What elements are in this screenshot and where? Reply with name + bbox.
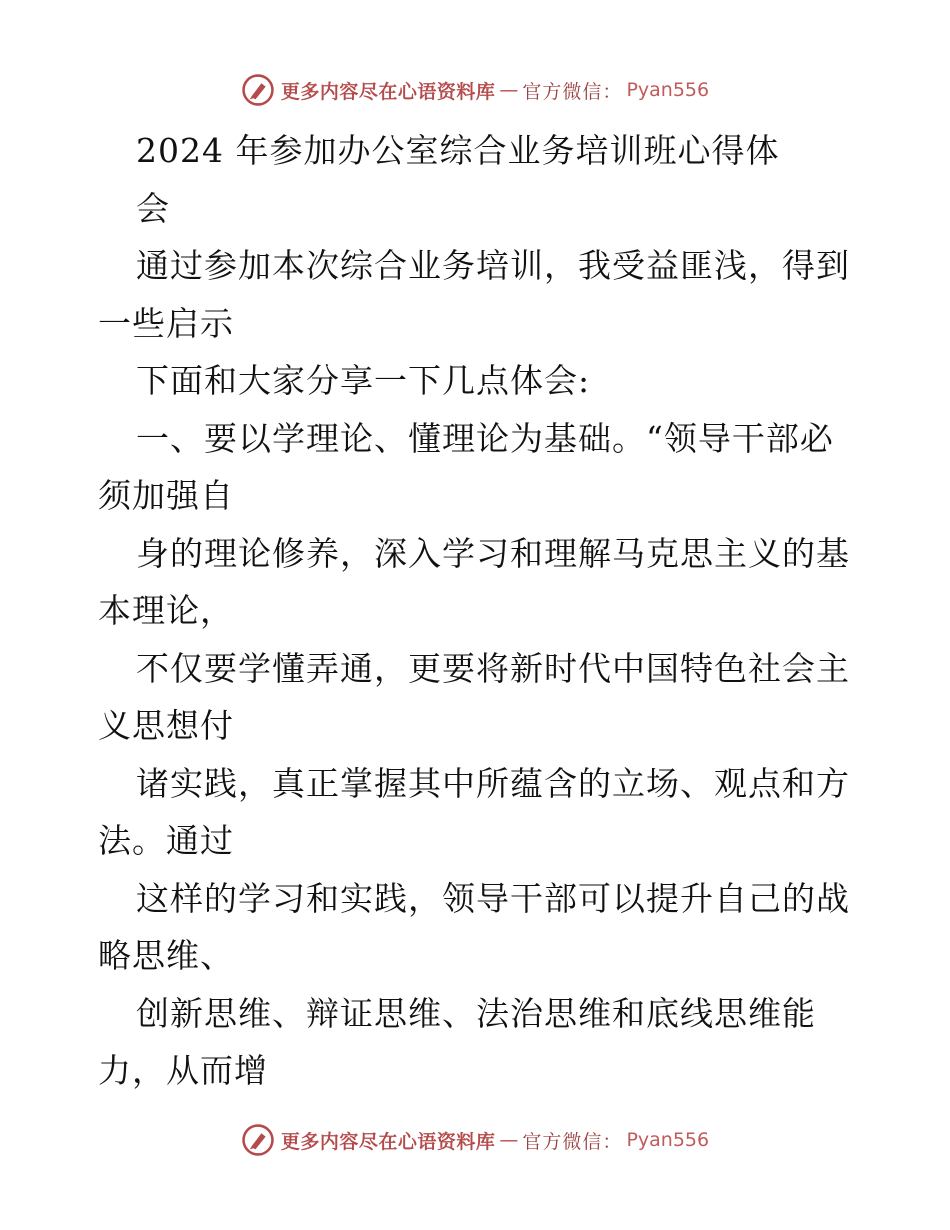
text-line: 诸实践，真正掌握其中所蕴含的立场、观点和方 — [136, 763, 850, 803]
text-line: 身的理论修养，深入学习和理解马克思主义的基 — [136, 533, 850, 573]
watermark-dash: — — [499, 1129, 519, 1151]
watermark-label: 官方微信： — [522, 80, 623, 103]
watermark-dash: — — [499, 79, 519, 101]
text-line: 下面和大家分享一下几点体会: — [136, 361, 591, 400]
watermark-label: 官方微信： — [522, 1130, 623, 1153]
watermark-wechat-id: Pyan556 — [626, 79, 710, 101]
text-line: 不仅要学懂弄通，更要将新时代中国特色社会主 — [136, 648, 850, 688]
text-line: 法。通过 — [98, 821, 234, 860]
document-title-line-1: 2024 年参加办公室综合业务培训班心得体 — [136, 131, 780, 170]
watermark-wechat-id: Pyan556 — [626, 1129, 710, 1151]
watermark-main-text: 更多内容尽在心语资料库 — [280, 80, 496, 103]
watermark-main-text: 更多内容尽在心语资料库 — [280, 1130, 496, 1153]
text-line: 略思维、 — [98, 936, 234, 975]
text-line: 通过参加本次综合业务培训，我受益匪浅，得到 — [136, 246, 850, 285]
document-body — [98, 122, 898, 1100]
pen-nib-circle-icon — [241, 1123, 275, 1157]
text-line: 一、要以学理论、懂理论为基础。“领导干部必 — [136, 418, 834, 458]
text-line: 这样的学习和实践，领导干部可以提升自己的战 — [136, 878, 850, 918]
text-line: 须加强自 — [98, 476, 234, 515]
text-line: 一些启示 — [98, 303, 234, 343]
watermark-banner-bottom — [0, 1120, 950, 1160]
document-title-line-2: 会 — [136, 188, 170, 228]
watermark-banner-top — [0, 70, 950, 110]
text-line: 义思想付 — [98, 706, 234, 745]
text-line: 力，从而增 — [98, 1051, 268, 1090]
pen-nib-circle-icon — [241, 73, 275, 107]
text-line: 本理论， — [98, 591, 234, 630]
text-line: 创新思维、辩证思维、法治思维和底线思维能 — [136, 993, 816, 1033]
